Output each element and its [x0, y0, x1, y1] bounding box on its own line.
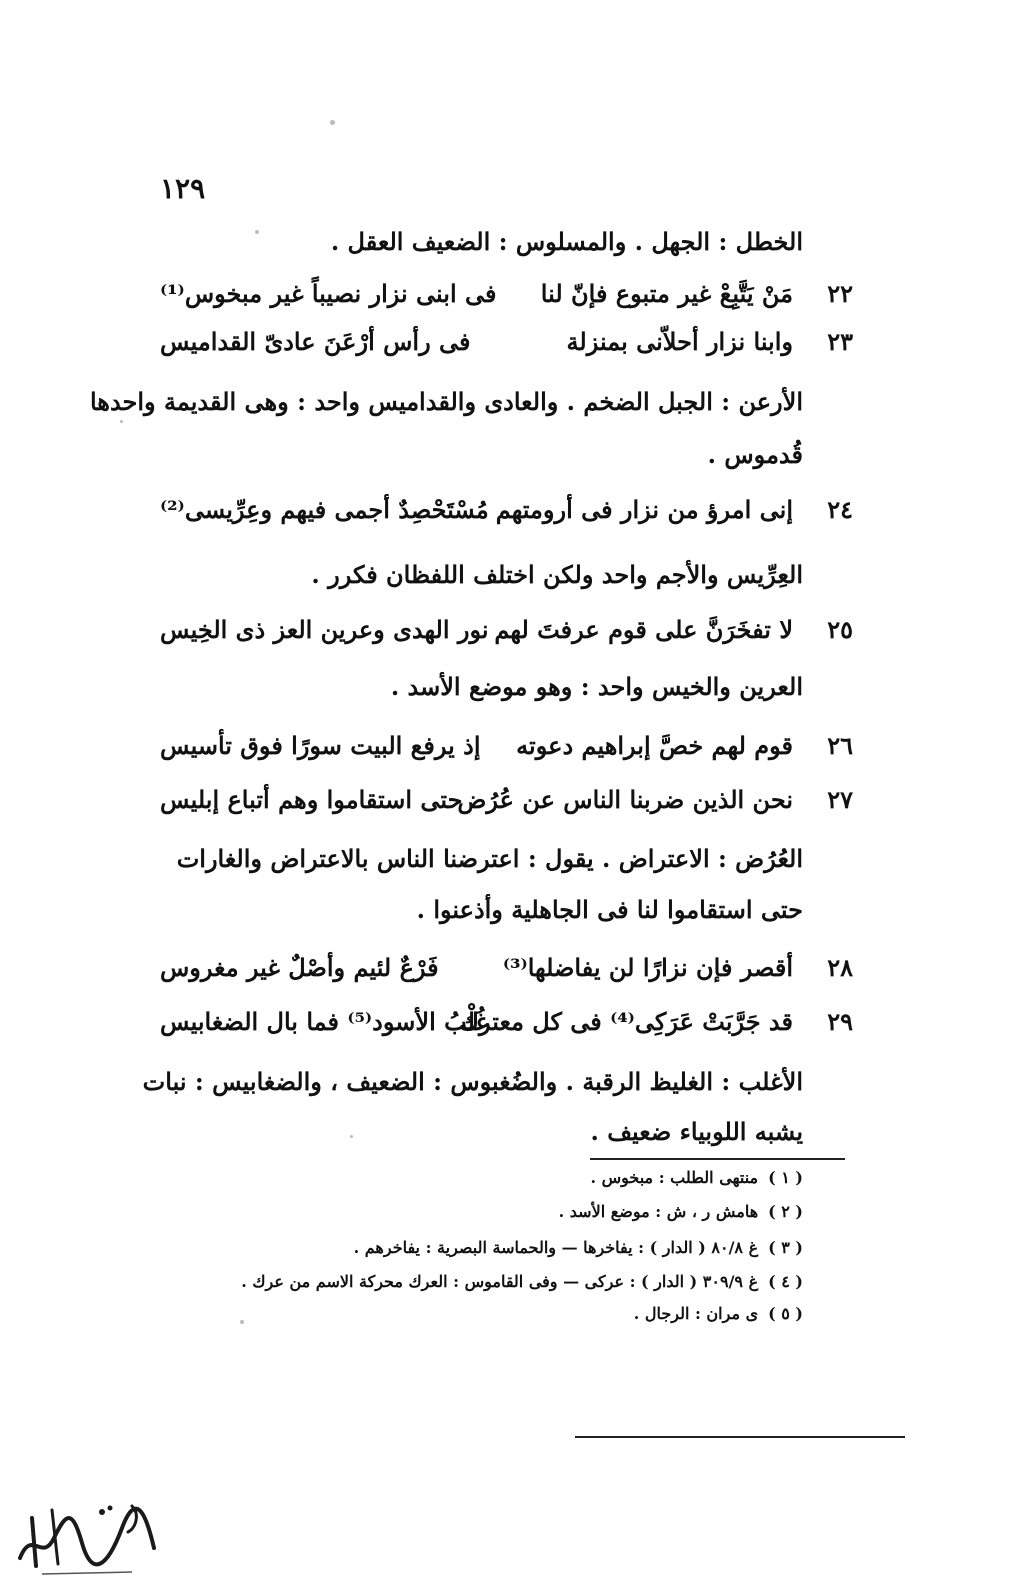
gloss-arin: العرين والخيس واحد : وهو موضع الأسد . — [390, 672, 803, 701]
footnote-text: غ ٣٠٩/٩ ( الدار ) : عركى — وفى القاموس : العرك محركة الاسم من عرك . — [241, 1272, 759, 1291]
verse-second-hemistich: مُسْتَحْصِدٌ أجمى فيهم وعِرِّيسى⁽²⁾ — [160, 495, 489, 524]
verse-first-hemistich: قوم لهم خصَّ إبراهيم دعوته — [516, 731, 793, 760]
verse-number: ٢٦ — [827, 731, 853, 760]
scan-speck — [240, 1320, 244, 1324]
footnote-text: غ ٨٠/٨ ( الدار ) : يفاخرها — والحماسة البصرية : يفاخرهم . — [353, 1238, 759, 1257]
gloss-urud: العُرُض : الاعتراض . يقول : اعترضنا الناس بالاعتراض والغارات — [176, 844, 803, 873]
footnote-3 — [354, 1236, 803, 1260]
verse-first-hemistich: قد جَرَّبَتْ عَرَكِى⁽⁴⁾ فى كل معترك — [459, 1007, 793, 1036]
verse-second-hemistich: غُلْبُ الأسود⁽⁵⁾ فما بال الضغابيس — [160, 1007, 489, 1036]
gloss-arun-cont: قُدموس . — [707, 440, 803, 469]
verse-number: ٢٧ — [827, 785, 853, 814]
verse-second-hemistich: فى رأس أرْعَنَ عادىّ القداميس — [160, 327, 471, 356]
page-number: ١٢٩ — [160, 172, 206, 205]
footnote-4 — [241, 1270, 803, 1294]
verse-number: ٢٨ — [827, 953, 853, 982]
verse-number: ٢٤ — [827, 495, 853, 524]
verse-27 — [160, 780, 853, 820]
footnote-text: ى مران : الرجال . — [633, 1304, 759, 1323]
footnote-text: منتهى الطلب : مبخوس . — [590, 1168, 759, 1187]
footnote-5 — [634, 1302, 803, 1326]
verse-26 — [160, 726, 853, 766]
scan-speck — [330, 120, 335, 125]
verse-second-hemistich: فَرْعٌ لئيم وأصْلٌ غير مغروس — [160, 953, 439, 982]
verse-number: ٢٢ — [827, 279, 853, 308]
verse-number: ٢٩ — [827, 1007, 853, 1036]
verse-25 — [160, 610, 853, 650]
footnote-2 — [559, 1200, 803, 1224]
verse-28 — [160, 948, 853, 988]
verse-24 — [160, 490, 853, 530]
verse-first-hemistich: مَنْ يَتَّبِعْ غير متبوع فإنّ لنا — [540, 279, 793, 308]
verse-22 — [160, 274, 853, 314]
footnote-number: ( ٢ ) — [768, 1202, 803, 1221]
footnote-number: ( ٣ ) — [768, 1238, 803, 1257]
footnote-number: ( ٥ ) — [768, 1304, 803, 1323]
footnote-separator — [590, 1158, 845, 1160]
verse-first-hemistich: لا تفخَرَنَّ على قوم عرفتَ لهم — [494, 615, 793, 644]
verse-second-hemistich: حتى استقاموا وهم أتباع إبليس — [160, 785, 463, 814]
calligraphy-stamp-logo — [12, 1488, 162, 1580]
verse-number: ٢٥ — [827, 615, 853, 644]
verse-first-hemistich: وابنا نزار أحلاّنى بمنزلة — [566, 327, 793, 356]
scan-speck — [350, 1135, 353, 1138]
footnote-number: ( ٤ ) — [768, 1272, 803, 1291]
verse-first-hemistich: أقصر فإن نزارًا لن يفاضلها⁽³⁾ — [502, 953, 793, 982]
gloss-urud-cont: حتى استقاموا لنا فى الجاهلية وأذعنوا . — [416, 895, 803, 924]
gloss-aghlab: الأغلب : الغليظ الرقبة . والضُغبوس : الضعيف ، والضغابيس : نبات — [142, 1067, 803, 1096]
verse-first-hemistich: نحن الذين ضربنا الناس عن عُرُض — [457, 785, 793, 814]
gloss-irris: العِرِّيس والأجم واحد ولكن اختلف اللفظان فكرر . — [311, 560, 803, 589]
footnote-number: ( ١ ) — [768, 1168, 803, 1187]
verse-second-hemistich: إذ يرفع البيت سورًا فوق تأسيس — [160, 731, 481, 760]
footnote-text: هامش ر ، ش : موضع الأسد . — [558, 1202, 759, 1221]
verse-first-hemistich: إنى امرؤ من نزار فى أرومتهم — [495, 495, 793, 524]
scan-speck — [120, 420, 123, 423]
gloss-aghlab-cont: يشبه اللوبياء ضعيف . — [590, 1117, 803, 1146]
gloss-arun: الأرعن : الجبل الضخم . والعادى والقداميس واحد : وهى القديمة واحدها — [89, 387, 803, 416]
scan-speck — [255, 230, 259, 234]
verse-23 — [160, 322, 853, 362]
footnote-1 — [590, 1166, 803, 1190]
verse-number: ٢٣ — [827, 327, 853, 356]
verse-29 — [160, 1002, 853, 1042]
verse-second-hemistich: نور الهدى وعرين العز ذى الخِيس — [160, 615, 489, 644]
gloss-khatal: الخطل : الجهل . والمسلوس : الضعيف العقل . — [330, 227, 803, 256]
verse-second-hemistich: فى ابنى نزار نصيباً غير مبخوس⁽¹⁾ — [160, 279, 497, 308]
bottom-rule — [575, 1436, 905, 1438]
